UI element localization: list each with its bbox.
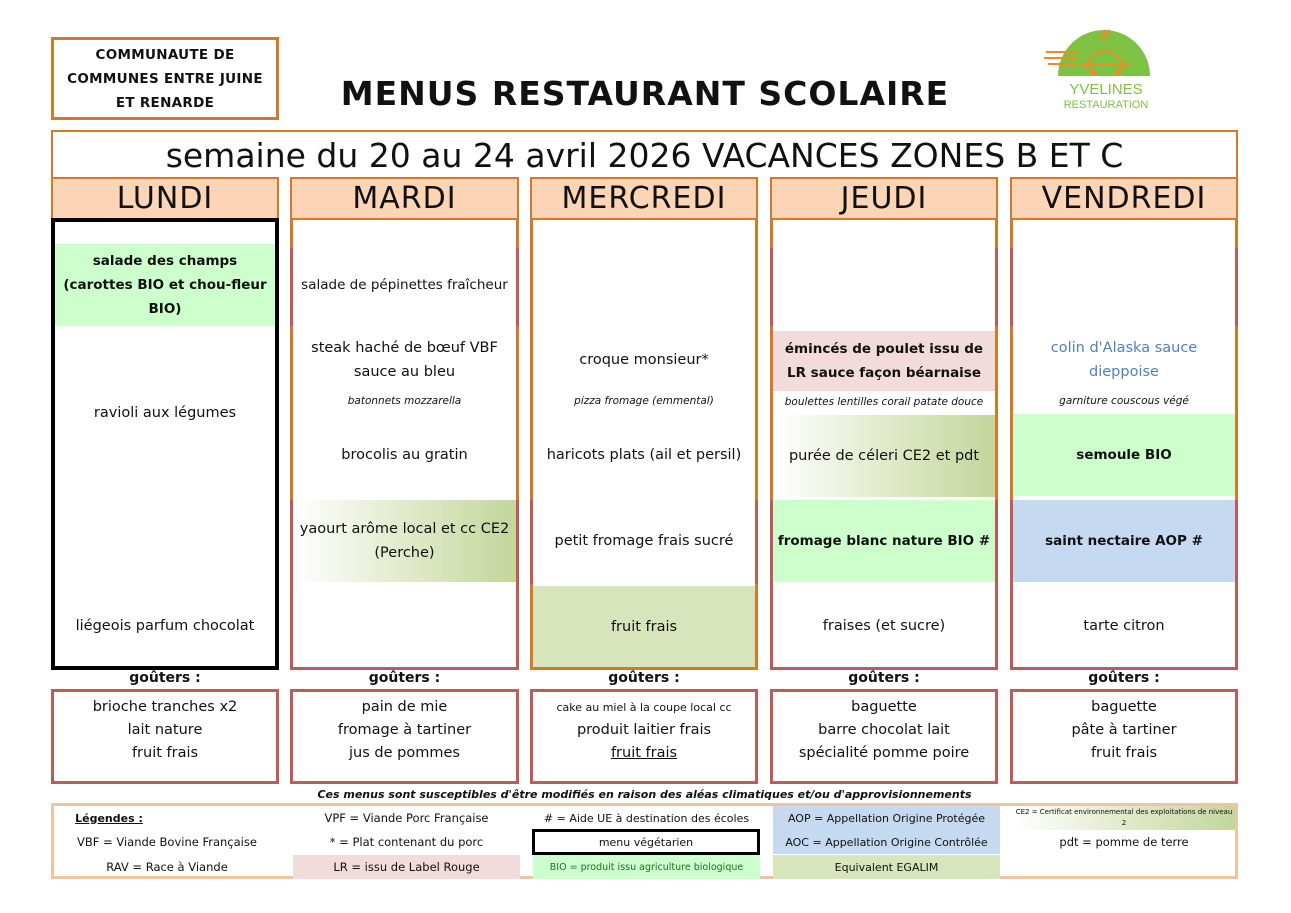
menu-main: colin d'Alaska sauce dieppoise [1050,340,1198,380]
page-title: MENUS RESTAURANT SCOLAIRE [340,73,950,113]
legend-rav: RAV = Race à Viande [106,860,228,874]
gouter-item: baguette [1091,699,1157,715]
gouter-item: fruit frais [610,745,678,761]
menu-side: haricots plats (ail et persil) [546,447,742,463]
menu-main: ravioli aux légumes [93,405,237,421]
menu-dessert: fruit frais [533,586,755,667]
gouter-box-mercredi [530,689,758,784]
legend-vegetarien: menu végétarien [532,829,760,855]
gouter-item: lait nature [127,722,203,738]
menu-main: émincés de poulet issu de LR sauce façon béarnaise [773,331,995,391]
menu-main: steak haché de bœuf VBF sauce au bleu [311,340,498,380]
menu-alternative: garniture couscous végé [1059,395,1189,407]
gouter-box-mardi [290,689,519,784]
menu-cheese: yaourt arôme local et cc CE2 (Perche) [293,500,516,582]
organization-box [51,37,279,120]
menu-alternative: batonnets mozzarella [347,395,462,407]
legend-title: Légendes : [75,811,143,825]
day-header-jeudi: JEUDI [770,177,998,220]
menu-alternative: pizza fromage (emmental) [574,395,714,407]
disclaimer: Ces menus sont susceptibles d'être modifiés en raison des aléas climatiques et/ou d'approvisionnements [317,787,972,801]
legend-aoc: AOC = Appellation Origine Contrôlée [773,830,1000,854]
gouter-item: baguette [851,699,917,715]
menu-dessert: tarte citron [1083,618,1165,634]
day-column-mardi [290,218,519,670]
menu-starter: salade de pépinettes fraîcheur [301,277,508,293]
org-line: COMMUNAUTE DE [95,46,235,63]
vegetarian-menu-frame [51,218,279,670]
yvelines-restauration-logo [1040,22,1170,117]
gouter-label: goûters : [848,670,920,686]
legend-egalim: Equivalent EGALIM [773,855,1000,879]
gouter-label: goûters : [368,670,441,686]
gouter-item: pain de mie [361,699,448,715]
day-column-vendredi [1010,218,1238,670]
org-line: COMMUNES ENTRE JUINE [67,70,263,87]
menu-main: croque monsieur* [579,352,709,368]
menu-dessert: liégeois parfum chocolat [75,618,255,634]
gouter-box-lundi [51,689,279,784]
legend-porc: * = Plat contenant du porc [329,835,484,849]
legend-bio: BIO = produit issu agriculture biologique [533,855,760,879]
logo-line1: YVELINES [1069,81,1143,98]
logo-graphic [1040,22,1170,117]
legend-label-rouge: LR = issu de Label Rouge [293,855,520,879]
day-header-mercredi: MERCREDI [530,177,758,220]
gouter-item: jus de pommes [349,745,460,761]
gouter-item: brioche tranches x2 [92,699,238,715]
gouter-box-vendredi [1010,689,1238,784]
legend-pdt: pdt = pomme de terre [1059,835,1189,849]
gouter-item: barre chocolat lait [818,722,950,738]
gouter-item: pâte à tartiner [1071,722,1177,738]
day-column-mercredi [530,218,758,670]
legend-ce2: CE2 = Certificat environnemental des exploitations de niveau 2 [1013,806,1235,830]
menu-starter: salade des champs (carottes BIO et chou-fleur BIO) [54,244,276,326]
gouter-label: goûters : [129,670,201,686]
day-column-jeudi [770,218,998,670]
day-header-mardi: MARDI [290,177,519,220]
day-header-vendredi: VENDREDI [1010,177,1238,220]
menu-side: semoule BIO [1013,414,1235,496]
menu-cheese: saint nectaire AOP # [1013,500,1235,582]
legend [51,803,1238,879]
gouter-item: produit laitier frais [576,722,712,738]
menu-dessert: fraises (et sucre) [822,618,946,634]
menu-cheese: fromage blanc nature BIO # [773,500,995,582]
week-banner: semaine du 20 au 24 avril 2026 VACANCES ZONES B ET C [51,130,1238,179]
legend-vbf: VBF = Viande Bovine Française [77,835,257,849]
logo-line2: RESTAURATION [1063,99,1149,111]
menu-alternative: boulettes lentilles corail patate douce [784,396,984,408]
gouter-label: goûters : [1088,670,1160,686]
gouter-item: cake au miel à la coupe local cc [556,701,732,714]
day-header-lundi: LUNDI [51,177,279,220]
gouter-label: goûters : [608,670,680,686]
gouter-item: spécialité pomme poire [798,745,970,761]
legend-aide-ue: # = Aide UE à destination des écoles [543,811,750,825]
menu-side: purée de céleri CE2 et pdt [773,415,995,497]
gouter-item: fruit frais [1090,745,1158,761]
legend-aop: AOP = Appellation Origine Protégée [773,806,1000,830]
gouter-box-jeudi [770,689,998,784]
menu-cheese: petit fromage frais sucré [554,533,734,549]
org-line: ET RENARDE [115,94,215,111]
legend-vpf: VPF = Viande Porc Française [324,811,489,825]
menu-side: brocolis au gratin [341,447,468,463]
gouter-item: fruit frais [131,745,199,761]
gouter-item: fromage à tartiner [337,722,472,738]
